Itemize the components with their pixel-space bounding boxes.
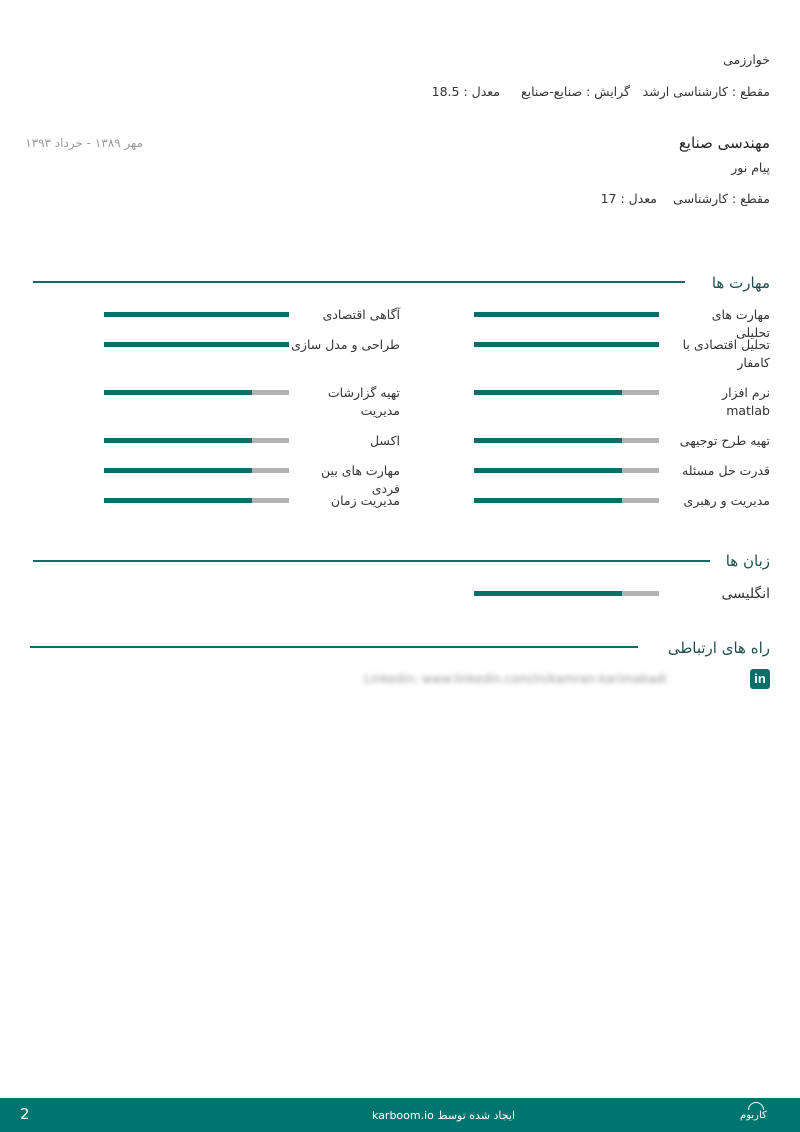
skill-bar: [474, 390, 659, 395]
skill-bar: [104, 438, 289, 443]
skill-label: مهارت های بین فردی: [321, 463, 400, 496]
linkedin-link[interactable]: Linkedin: www.linkedin.com/in/kamran-karimabadi: [364, 672, 667, 686]
skill-bar-fill: [104, 468, 252, 473]
languages-divider: [33, 560, 710, 562]
skill-bar-fill: [474, 438, 622, 443]
institution-1: خوارزمی: [723, 52, 770, 67]
skill-bar: [104, 498, 289, 503]
skill-label: نرم افزار matlab: [722, 385, 770, 418]
skill-bar: [104, 468, 289, 473]
skill-bar-fill: [104, 390, 252, 395]
contact-title: راه های ارتباطی: [667, 639, 770, 657]
skill-label: مهارت های تحلیلی: [711, 307, 770, 340]
skill-bar-fill: [104, 498, 252, 503]
skill-bar-fill: [474, 342, 659, 347]
skills-title: مهارت ها: [711, 274, 770, 292]
skill-label: تهیه طرح توجیهی: [679, 433, 770, 448]
language-bar: [474, 591, 659, 596]
skill-bar-fill: [104, 342, 289, 347]
skill-label: اکسل: [369, 433, 400, 448]
skill-label: طراحی و مدل سازی: [291, 337, 400, 352]
skill-bar-fill: [474, 468, 622, 473]
languages-title: زبان ها: [725, 552, 770, 570]
page-number: 2: [20, 1105, 30, 1123]
skill-label: آگاهی اقتصادی: [322, 307, 400, 322]
skill-bar: [474, 438, 659, 443]
language-bar-fill: [474, 591, 622, 596]
footer: [0, 1098, 800, 1132]
skill-bar: [474, 468, 659, 473]
contact-divider: [30, 646, 638, 648]
skill-bar: [474, 312, 659, 317]
skill-label: مدیریت و رهبری: [683, 493, 770, 508]
dates-2: مهر ۱۳۸۹ - خرداد ۱۳۹۳: [25, 136, 143, 150]
karboom-logo: [740, 1110, 767, 1121]
skill-bar-fill: [104, 312, 289, 317]
gpa-2: معدل : 17: [600, 191, 657, 206]
skill-bar: [474, 498, 659, 503]
gpa-1: معدل : 18.5: [431, 84, 500, 99]
skill-bar-fill: [104, 438, 252, 443]
degree-1: مقطع : کارشناسی ارشد: [642, 84, 770, 99]
field-2: مهندسی صنایع: [678, 134, 770, 152]
skills-divider: [33, 281, 685, 283]
skill-label: مدیریت زمان: [330, 493, 400, 508]
degree-2: مقطع : کارشناسی: [673, 191, 770, 206]
skill-bar: [104, 390, 289, 395]
skill-bar-fill: [474, 498, 622, 503]
institution-2: پیام نور: [731, 160, 770, 175]
skill-bar: [104, 312, 289, 317]
skill-label: تحلیل اقتصادی با کامفار: [682, 337, 770, 370]
skill-bar-fill: [474, 312, 659, 317]
language-label: انگلیسی: [721, 586, 770, 602]
skill-bar: [104, 342, 289, 347]
footer-credit[interactable]: ایجاد شده توسط karboom.io: [372, 1109, 516, 1122]
skill-bar-fill: [474, 390, 622, 395]
skill-label: تهیه گزارشات مدیریت: [327, 385, 400, 418]
linkedin-icon: in: [750, 669, 770, 689]
skill-bar: [474, 342, 659, 347]
skill-label: قدرت حل مسئله: [682, 463, 770, 478]
major-1: گرایش : صنایع-صنایع: [520, 84, 630, 99]
logo-text: کاربوم: [740, 1110, 767, 1121]
